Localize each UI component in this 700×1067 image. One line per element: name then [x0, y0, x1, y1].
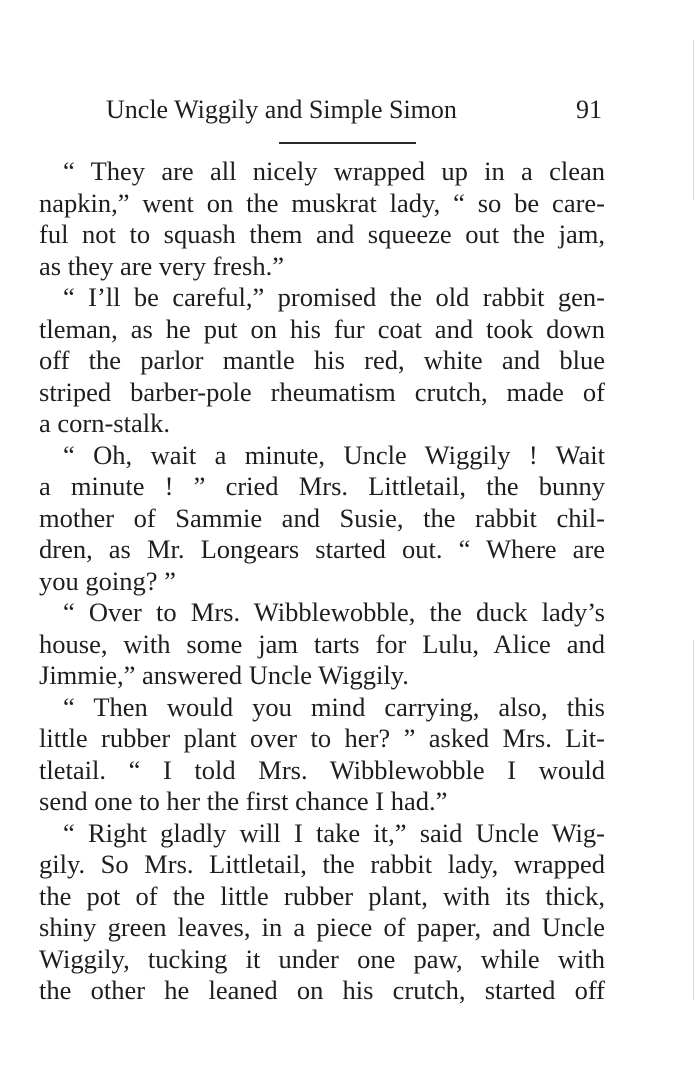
text-line: send one to her the first chance I had.”	[39, 786, 448, 816]
text-line: mother of Sammie and Susie, the rabbit chil-	[39, 502, 605, 533]
text-line: gily. So Mrs. Littletail, the rabbit lady, wrapped	[39, 849, 605, 879]
body-text	[39, 156, 605, 1007]
text-line: as they are very fresh.”	[39, 250, 284, 281]
text-line: “ I’ll be careful,” promised the old rabbit gen-	[63, 282, 605, 312]
page-edge-mark	[693, 40, 694, 200]
text-line: “ Right gladly will I take it,” said Uncle Wig-	[63, 817, 605, 848]
header-rule	[279, 142, 416, 144]
text-line: a minute ! ” cried Mrs. Littletail, the bunny	[39, 471, 605, 501]
text-line: Jimmie,” answered Uncle Wiggily.	[39, 660, 409, 690]
text-line: napkin,” went on the muskrat lady, “ so be care-	[39, 187, 605, 218]
text-line: a corn-stalk.	[39, 408, 170, 438]
page-number: 91	[576, 95, 602, 124]
text-line: the pot of the little rubber plant, with its thick,	[39, 880, 605, 911]
text-line: “ Then would you mind carrying, also, this	[63, 691, 605, 722]
running-head-title: Uncle Wiggily and Simple Simon	[106, 95, 457, 124]
text-line: little rubber plant over to her? ” asked Mrs. Lit-	[39, 723, 605, 753]
text-line: striped barber-pole rheumatism crutch, made of	[39, 376, 605, 407]
text-line: dren, as Mr. Longears started out. “ Where are	[39, 534, 605, 564]
text-line: tleman, as he put on his fur coat and took down	[39, 313, 605, 344]
text-line: tletail. “ I told Mrs. Wibblewobble I would	[39, 754, 605, 785]
text-line: ful not to squash them and squeeze out the jam,	[39, 219, 605, 249]
text-line: house, with some jam tarts for Lulu, Alice and	[39, 628, 605, 659]
text-line: shiny green leaves, in a piece of paper, and Uncle	[39, 912, 605, 942]
text-line: the other he leaned on his crutch, started off	[39, 975, 605, 1005]
text-line: you going? ”	[39, 565, 176, 596]
text-line: “ Oh, wait a minute, Uncle Wiggily ! Wait	[63, 439, 605, 470]
text-line: “ They are all nicely wrapped up in a clean	[63, 156, 605, 186]
page-edge-mark	[693, 640, 694, 1000]
text-line: Wiggily, tucking it under one paw, while with	[39, 943, 605, 974]
text-line: “ Over to Mrs. Wibblewobble, the duck lady’s	[63, 597, 605, 627]
running-head	[106, 93, 604, 127]
text-line: off the parlor mantle his red, white and blue	[39, 345, 605, 375]
